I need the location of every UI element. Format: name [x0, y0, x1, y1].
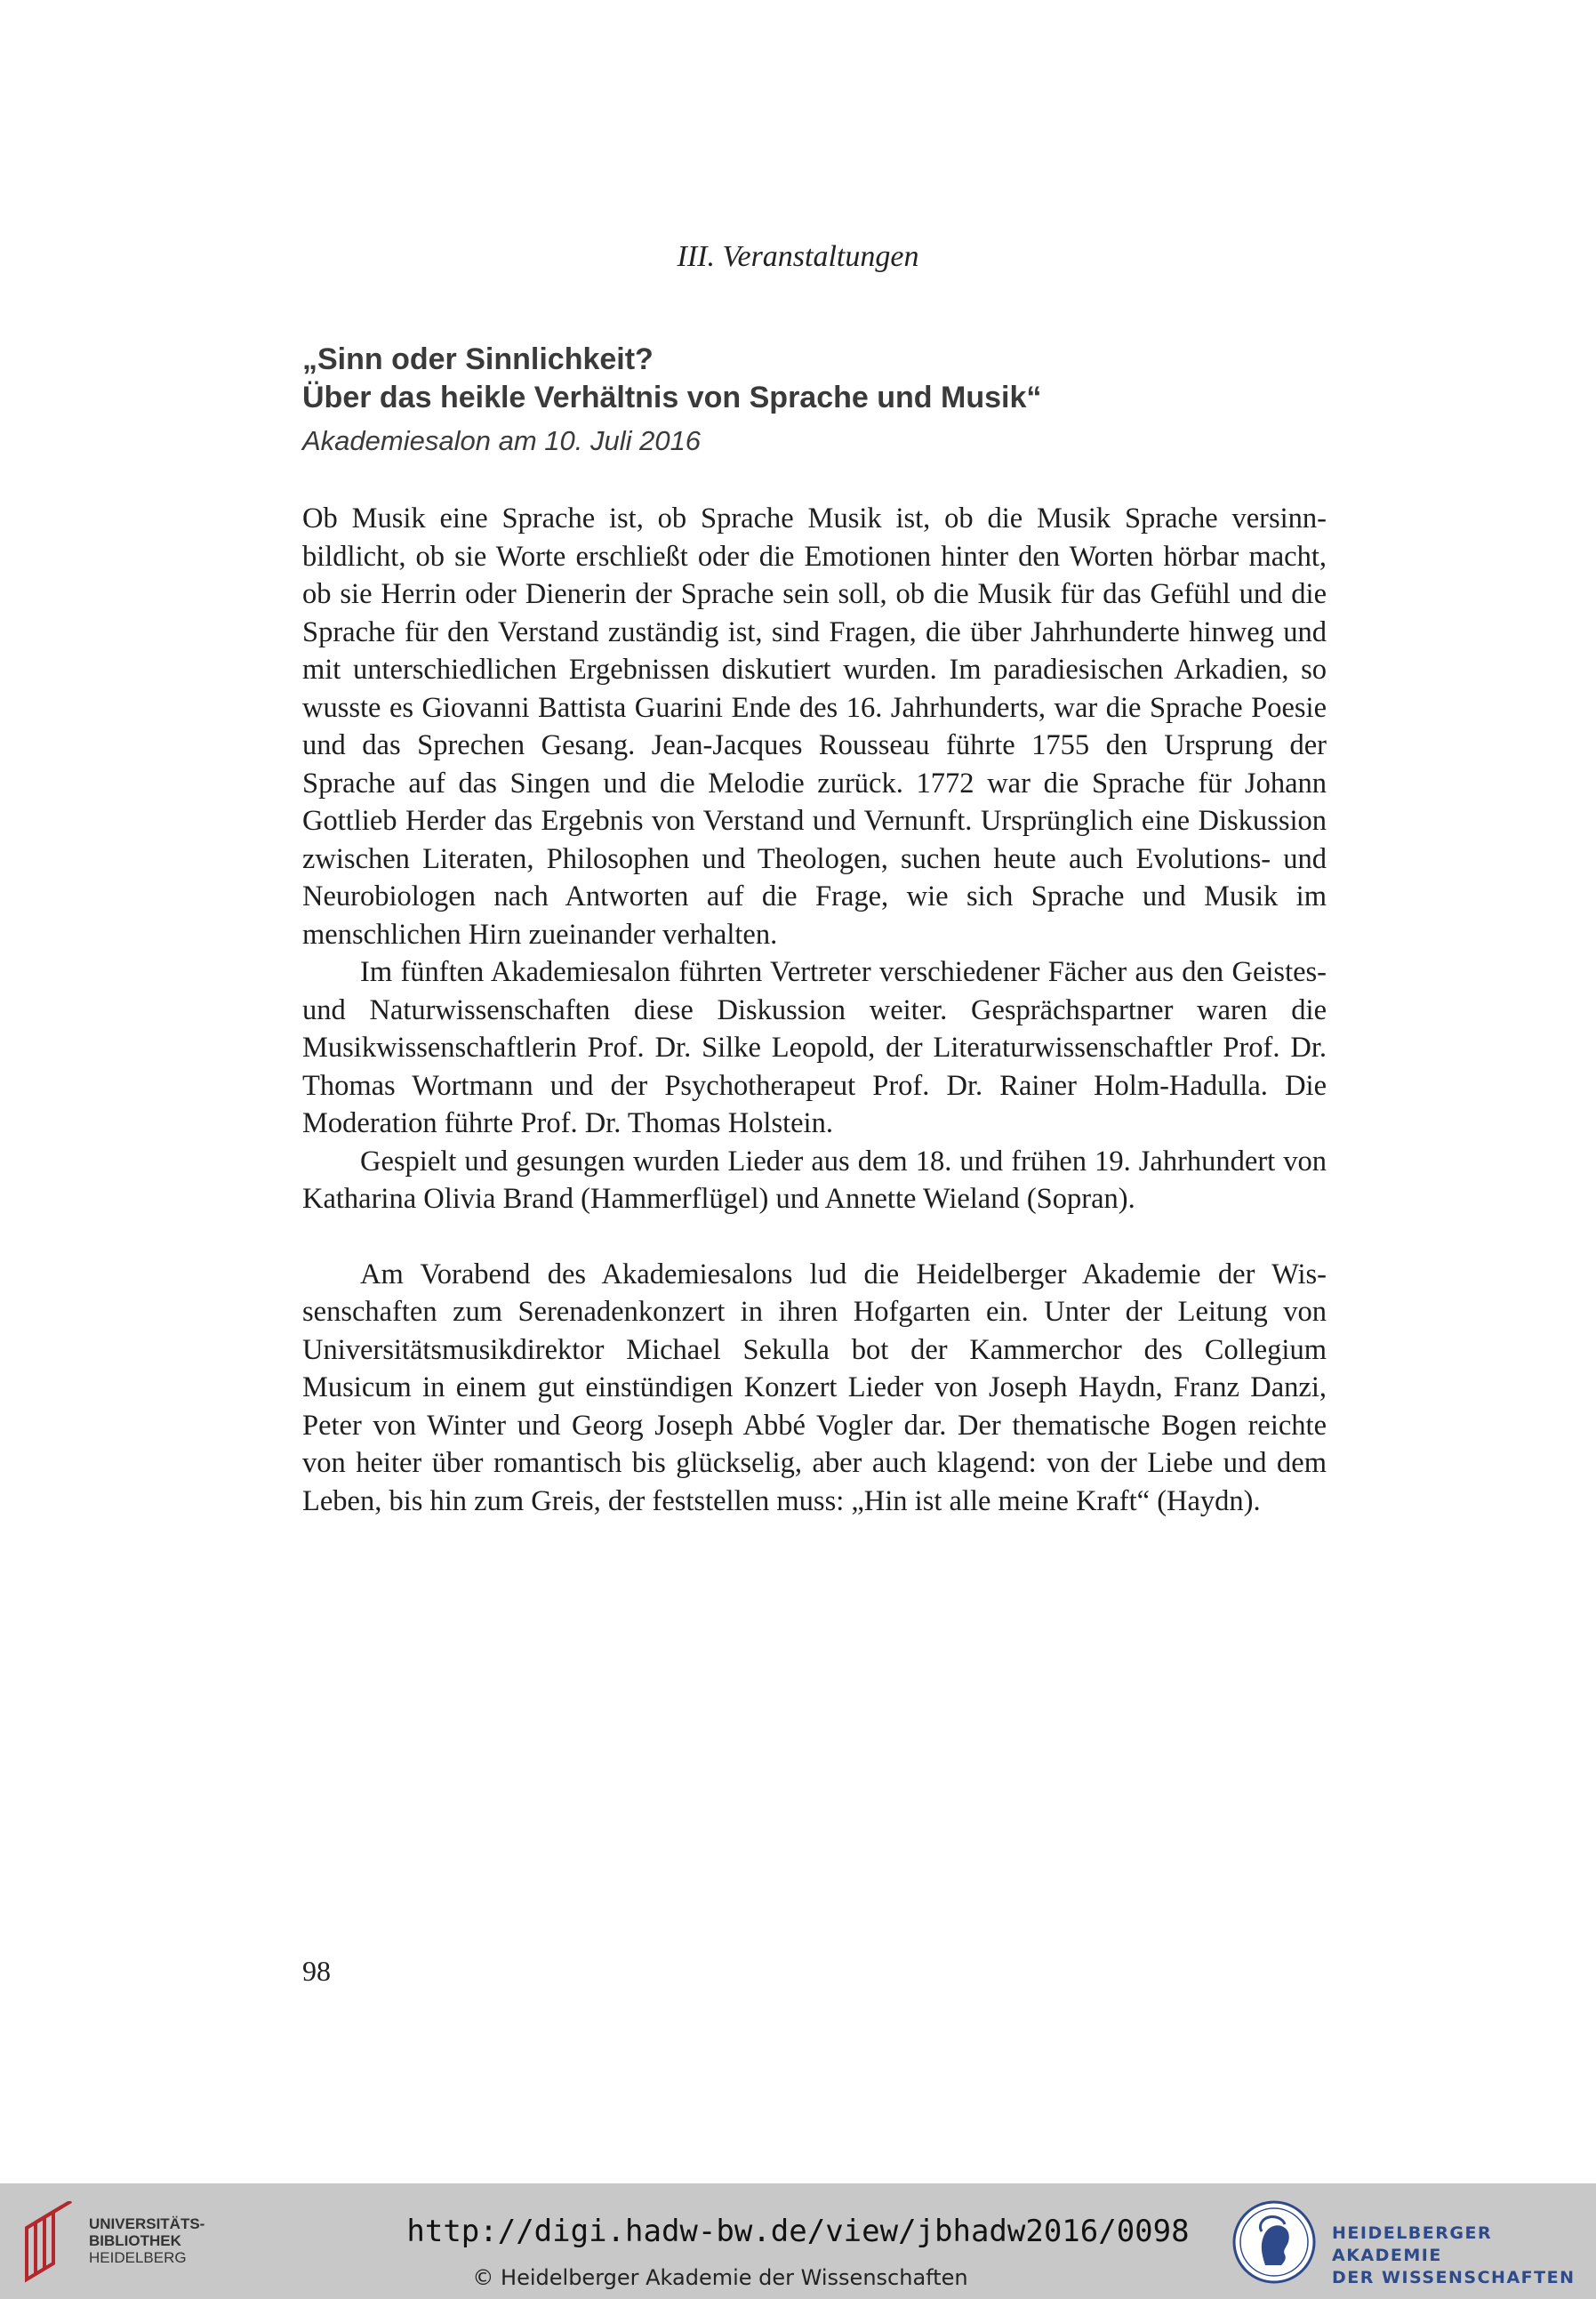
page-number: 98 [302, 1955, 331, 1987]
running-head: III. Veranstaltungen [677, 240, 919, 273]
paragraph: Gespielt und gesungen wurden Lieder aus dem 18. und frühen 19. Jahrhundert von Katharina Olivia Brand (Hammerflügel) und Annette Wieland (Sopran). [302, 1145, 1327, 1215]
section-title-line-1: „Sinn oder Sinnlichkeit? [302, 342, 654, 376]
academy-name-line-1: HEIDELBERGER AKADEMIE [1332, 2223, 1493, 2265]
footer-banner [0, 2183, 1596, 2299]
section-title [302, 341, 1325, 417]
section-title-line-2: Über das heikle Verhältnis von Sprache und Musik“ [302, 381, 1042, 414]
academy-name-line-2: DER WISSENSCHAFTEN [1332, 2268, 1576, 2287]
section-subtitle: Akademiesalon am 10. Juli 2016 [302, 425, 702, 456]
paragraph: Ob Musik eine Sprache ist, ob Sprache Musik ist, ob die Musik Sprache versinnbildlicht, ob sie Worte erschließt oder die Emotionen hinter den Worten hörbar macht, ob sie Herrin oder Dienerin der Sprache sein soll, ob die Musik für das Gefühl und die Sprache für den Verstand zuständig ist, sind Fragen, die über Jahrhunderte hinweg und mit unterschiedlichen Ergebnissen diskutiert wurden. Im paradiesischen Arkadien, so wusste es Giovanni Battista Guarini Ende des 16. Jahrhunderts, war die Sprache Poesie und das Sprechen Gesang. Jean-Jacques Rousseau führte 1755 den Ursprung der Sprache auf das Singen und die Melodie zurück. 1772 war die Sprache für Johann Gottlieb Herder das Ergebnis von Verstand und Vernunft. Ursprünglich eine Diskussion zwischen Literaten, Philosophen und Theologen, suchen heute auch Evolutions- und Neurobiologen nach Antworten auf die Frage, wie sich Sprache und Musik im menschlichen Hirn zueinander verhalten. [302, 502, 1327, 951]
library-name-line-2: BIBLIOTHEK [89, 2232, 181, 2249]
paragraph: Am Vorabend des Akademiesalons lud die Heidelberger Akademie der Wissenschaften zum Serenadenkonzert in ihren Hofgarten ein. Unter der Leitung von Universitätsmusikdirektor Michael Sekulla bot der Kammerchor des Collegium Musicum in einem gut einstündigen Konzert Lieder von Joseph Haydn, Franz Danzi, Peter von Winter und Georg Joseph Abbé Vogler dar. Der thematische Bogen reichte von heiter über romantisch bis glückselig, aber auch klagend: von der Liebe und dem Leben, bis hin zum Greis, der feststellen muss: „Hin ist alle meine Kraft“ (Haydn). [302, 1258, 1327, 1517]
academy-seal-icon [1231, 2199, 1317, 2285]
library-name-line-1: UNIVERSITÄTS- [89, 2215, 205, 2232]
body-text [302, 500, 1327, 1520]
academy-name [1332, 2223, 1596, 2289]
library-name-line-3: HEIDELBERG [89, 2249, 187, 2266]
permalink-url[interactable]: http://digi.hadw-bw.de/view/jbhadw2016/0098 [406, 2214, 1190, 2249]
copyright-notice: © Heidelberger Akademie der Wissenschaften [472, 2265, 968, 2290]
paragraph: Im fünften Akademiesalon führten Vertreter verschiedener Fächer aus den Geistes- und Naturwissenschaften diese Diskussion weiter. Gesprächspartner waren die Musikwissenschaftlerin Prof. Dr. Silke Leopold, der Literaturwissenschaftler Prof. Dr. Thomas Wortmann und der Psychotherapeut Prof. Dr. Rainer Holm-Hadulla. Die Moderation führte Prof. Dr. Thomas Holstein. [302, 956, 1327, 1139]
